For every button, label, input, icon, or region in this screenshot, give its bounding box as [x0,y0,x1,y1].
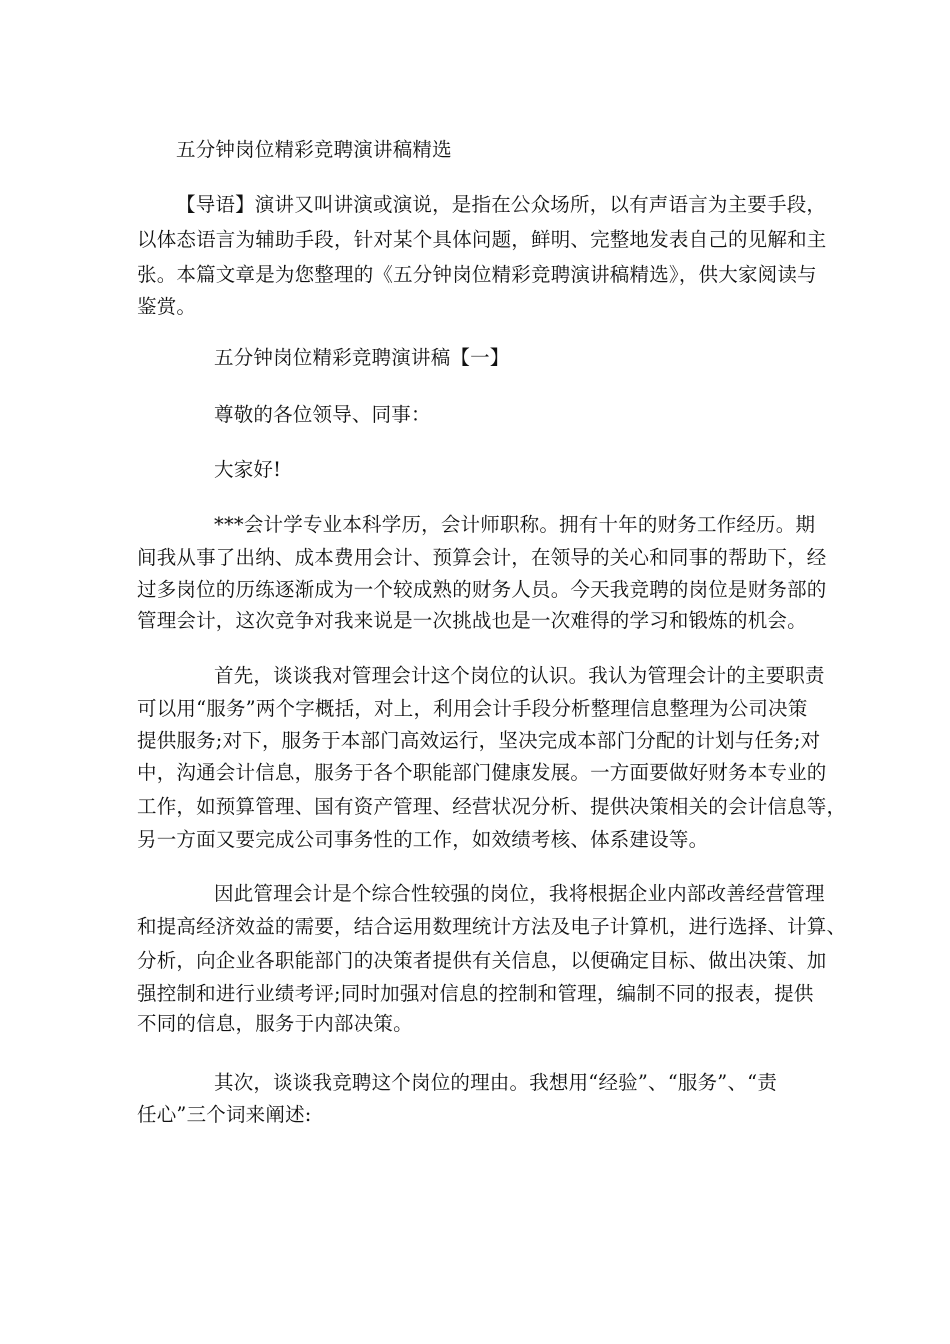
paragraph-line: 任心”三个词来阐述: [137,1103,312,1126]
paragraph-line: 可以用“服务”两个字概括，对上，利用会计手段分析整理信息整理为公司决策 [137,697,808,720]
paragraph-line: 工作，如预算管理、国有资产管理、经营状况分析、提供决策相关的会计信息等， [137,795,847,818]
paragraph-line: 首先，谈谈我对管理会计这个岗位的认识。我认为管理会计的主要职责 [214,664,825,687]
greeting: 大家好! [214,458,282,481]
paragraph-line: 其次，谈谈我竞聘这个岗位的理由。我想用“经验”、“服务”、“责 [214,1071,778,1094]
intro-line: 鉴赏。 [137,295,197,318]
paragraph-line: ***会计学专业本科学历，会计师职称。拥有十年的财务工作经历。期 [214,513,816,536]
document-title: 五分钟岗位精彩竞聘演讲稿精选 [176,138,452,161]
paragraph-line: 分析，向企业各职能部门的决策者提供有关信息，以便确定目标、做出决策、加 [137,949,827,972]
paragraph-line: 不同的信息，服务于内部决策。 [137,1012,413,1035]
paragraph-line: 和提高经济效益的需要，结合运用数理统计方法及电子计算机，进行选择、计算、 [137,915,847,938]
paragraph-line: 提供服务;对下，服务于本部门高效运行，坚决完成本部门分配的计划与任务;对 [137,729,821,752]
intro-line: 【导语】演讲又叫讲演或演说，是指在公众场所，以有声语言为主要手段， [176,193,827,216]
paragraph-line: 中，沟通会计信息，服务于各个职能部门健康发展。一方面要做好财务本专业的 [137,761,827,784]
paragraph-line: 管理会计，这次竞争对我来说是一次挑战也是一次难得的学习和锻炼的机会。 [137,609,807,632]
intro-line: 以体态语言为辅助手段，针对某个具体问题，鲜明、完整地发表自己的见解和主 [137,228,827,251]
intro-line: 张。本篇文章是为您整理的《五分钟岗位精彩竞聘演讲稿精选》，供大家阅读与 [137,263,817,286]
paragraph-line: 间我从事了出纳、成本费用会计、预算会计，在领导的关心和同事的帮助下，经 [137,546,827,569]
paragraph-line: 过多岗位的历练逐渐成为一个较成熟的财务人员。今天我竞聘的岗位是财务部的 [137,578,827,601]
paragraph-line: 另一方面又要完成公司事务性的工作，如效绩考核、体系建设等。 [137,828,709,851]
paragraph-line: 因此管理会计是个综合性较强的岗位，我将根据企业内部改善经营管理 [214,882,825,905]
salutation: 尊敬的各位领导、同事： [214,403,431,426]
section-heading: 五分钟岗位精彩竞聘演讲稿【一】 [214,346,510,369]
paragraph-line: 强控制和进行业绩考评;同时加强对信息的控制和管理，编制不同的报表，提供 [137,982,814,1005]
